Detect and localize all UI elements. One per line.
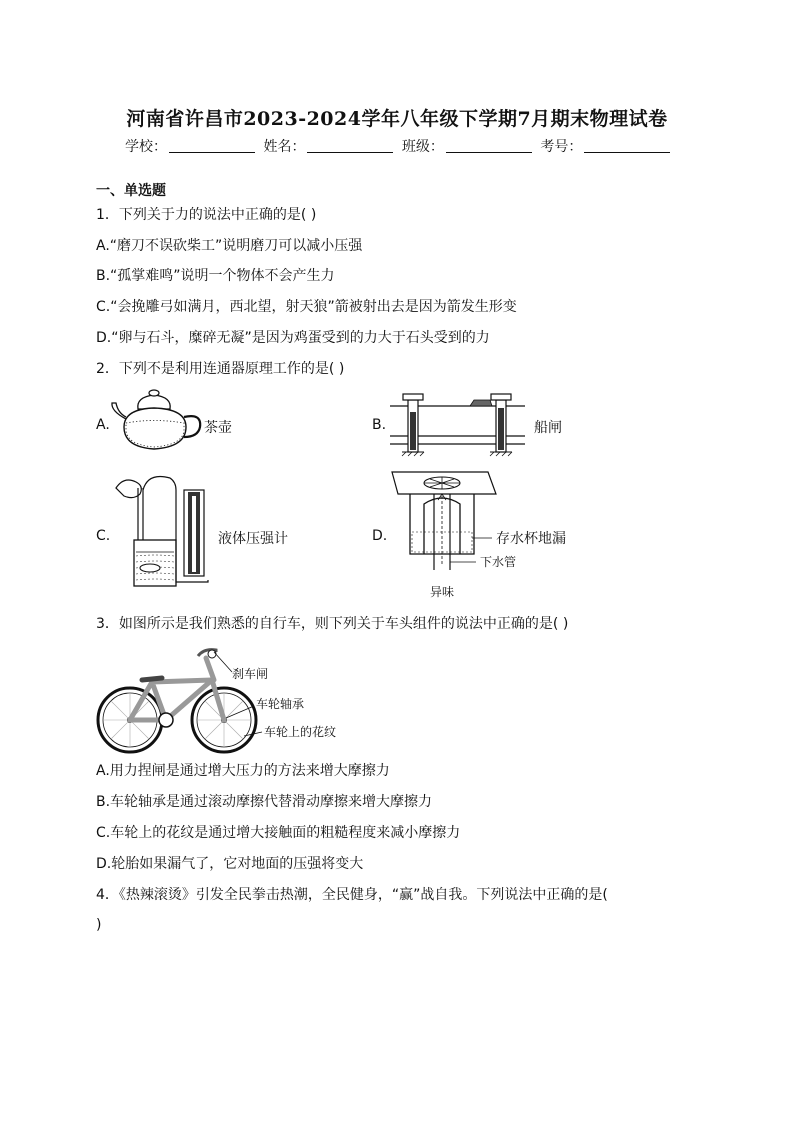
q2-stem: 2．下列不是利用连通器原理工作的是( ): [96, 361, 345, 377]
student-info-row: [125, 136, 674, 156]
q2-option-b-caption: 船闸: [534, 420, 562, 436]
q1-option-b: B.“孤掌难鸣”说明一个物体不会产生力: [96, 268, 335, 284]
q2-option-c-letter: C.: [96, 528, 111, 544]
q2-option-d-letter: D.: [372, 528, 388, 544]
drain-odor-label: 异味: [430, 585, 455, 599]
q3-option-d: D.轮胎如果漏气了，它对地面的压强将变大: [96, 856, 364, 872]
drain-pipe-label: 下水管: [480, 555, 517, 569]
q3-option-c: C.车轮上的花纹是通过增大接触面的粗糙程度来减小摩擦力: [96, 825, 461, 841]
q2-option-a-letter: A.: [96, 417, 110, 433]
bike-label-bearing: 车轮轴承: [256, 697, 305, 711]
q2-option-c-caption: 液体压强计: [218, 531, 288, 547]
class-label: 班级：: [401, 139, 444, 155]
number-blank[interactable]: [584, 138, 670, 153]
page-title: 河南省许昌市2023-2024学年八年级下学期7月期末物理试卷: [126, 108, 668, 130]
name-label: 姓名：: [263, 139, 306, 155]
q1-option-c: C.“会挽雕弓如满月，西北望，射天狼”箭被射出去是因为箭发生形变: [96, 299, 517, 315]
q3-option-a: A.用力捏闸是通过增大压力的方法来增大摩擦力: [96, 763, 390, 779]
q2-option-a-caption: 茶壶: [204, 420, 232, 436]
q2-option-d-caption: 存水杯地漏: [496, 531, 566, 547]
pressure-gauge-figure: [110, 470, 218, 588]
section-heading: 一、单选题: [96, 183, 166, 199]
school-blank[interactable]: [169, 138, 255, 153]
q1-stem: 1．下列关于力的说法中正确的是( ): [96, 207, 317, 223]
q4-stem: 4．《热辣滚烫》引发全民拳击热潮，全民健身，“赢”战自我。下列说法中正确的是(: [96, 887, 608, 903]
q1-option-a: A.“磨刀不误砍柴工”说明磨刀可以减小压强: [96, 238, 363, 254]
name-blank[interactable]: [307, 138, 393, 153]
bike-label-tread: 车轮上的花纹: [264, 725, 337, 739]
class-blank[interactable]: [446, 138, 532, 153]
q3-option-b: B.车轮轴承是通过滚动摩擦代替滑动摩擦来增大摩擦力: [96, 794, 433, 810]
bicycle-figure: [94, 640, 364, 755]
q1-option-d: D.“卵与石斗，糜碎无凝”是因为鸡蛋受到的力大于石头受到的力: [96, 330, 490, 346]
school-label: 学校：: [125, 139, 167, 155]
bike-label-brake: 刹车闸: [232, 667, 269, 681]
number-label: 考号：: [540, 139, 583, 155]
q3-stem: 3．如图所示是我们熟悉的自行车，则下列关于车头组件的说法中正确的是( ): [96, 616, 569, 632]
ship-lock-figure: [390, 386, 525, 462]
q2-option-b-letter: B.: [372, 417, 387, 433]
q4-stem-cont: ): [96, 917, 102, 933]
